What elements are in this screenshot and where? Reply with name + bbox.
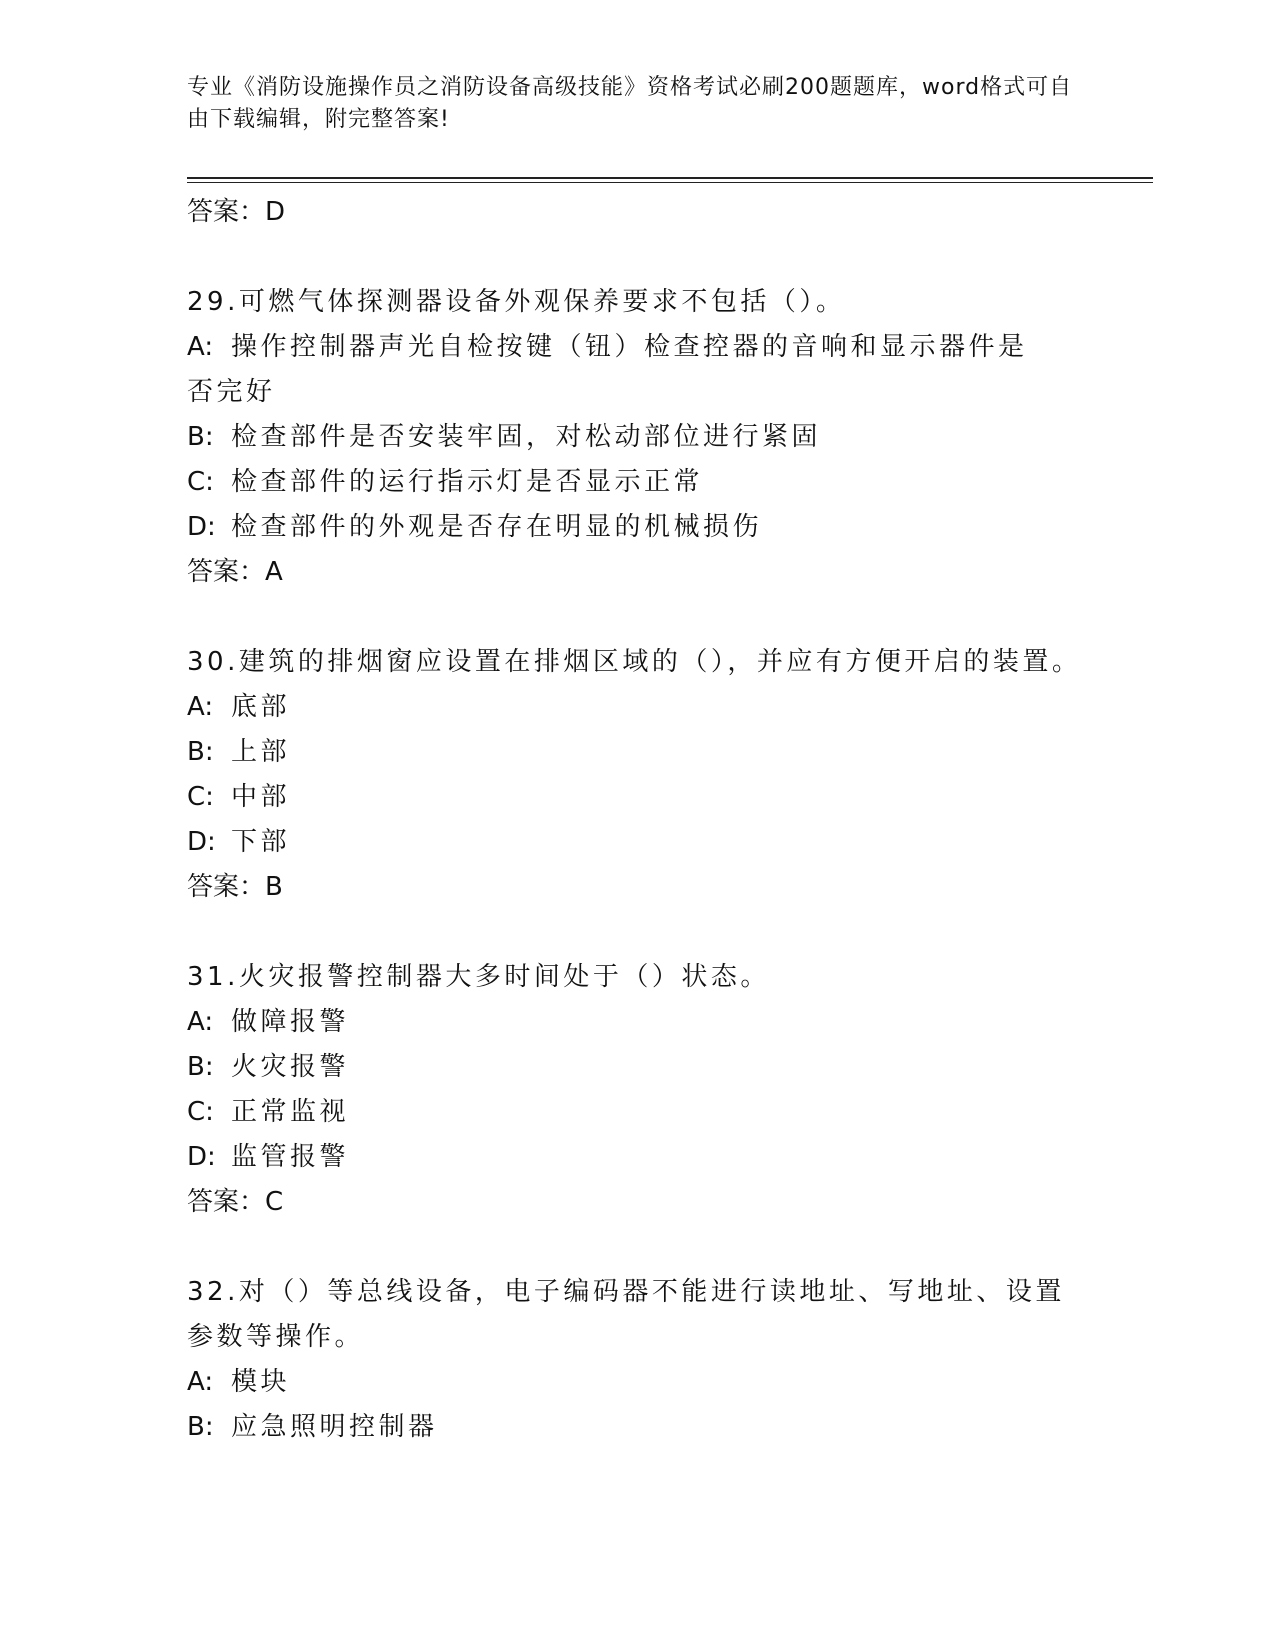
header-divider-thin bbox=[187, 182, 1153, 183]
answer-line: 答案：A bbox=[187, 557, 283, 587]
question-block bbox=[187, 1270, 1087, 1450]
question-block bbox=[187, 640, 1087, 909]
option-label: B: bbox=[187, 422, 214, 452]
header-divider bbox=[187, 177, 1153, 179]
question-stem: 31.火灾报警控制器大多时间处于（）状态。 bbox=[187, 962, 770, 992]
option-label: D: bbox=[187, 512, 216, 542]
option-item bbox=[187, 1360, 1047, 1405]
question-list bbox=[187, 190, 1087, 1450]
option-item bbox=[187, 325, 1047, 415]
option-item bbox=[187, 1045, 1047, 1090]
option-label: A: bbox=[187, 692, 214, 722]
option-item bbox=[187, 685, 1047, 730]
option-text: 正常监视 bbox=[231, 1097, 350, 1127]
option-text: 上部 bbox=[231, 737, 291, 767]
option-label: B: bbox=[187, 1052, 214, 1082]
option-item bbox=[187, 730, 1047, 775]
answer-line: 答案：B bbox=[187, 872, 283, 902]
option-text: 底部 bbox=[231, 692, 291, 722]
option-text: 检查部件的运行指示灯是否显示正常 bbox=[231, 467, 704, 497]
answer-line: 答案：C bbox=[187, 1187, 284, 1217]
option-label: A: bbox=[187, 332, 214, 362]
option-label: C: bbox=[187, 1097, 214, 1127]
option-text: 下部 bbox=[231, 827, 291, 857]
option-item bbox=[187, 415, 1047, 460]
option-item bbox=[187, 460, 1047, 505]
option-item bbox=[187, 505, 1047, 550]
option-label: C: bbox=[187, 782, 214, 812]
option-text: 检查部件是否安装牢固，对松动部位进行紧固 bbox=[231, 422, 822, 452]
option-text: 模块 bbox=[231, 1367, 291, 1397]
option-label: D: bbox=[187, 1142, 216, 1172]
question-stem: 29.可燃气体探测器设备外观保养要求不包括（）。 bbox=[187, 287, 846, 317]
option-label: A: bbox=[187, 1367, 214, 1397]
option-label: D: bbox=[187, 827, 216, 857]
question-stem: 32.对（）等总线设备，电子编码器不能进行读地址、写地址、设置参数等操作。 bbox=[187, 1277, 1065, 1352]
option-item bbox=[187, 775, 1047, 820]
option-label: B: bbox=[187, 737, 214, 767]
option-text: 操作控制器声光自检按键（钮）检查控器的音响和显示器件是否完好 bbox=[187, 332, 1028, 407]
option-text: 检查部件的外观是否存在明显的机械损伤 bbox=[231, 512, 763, 542]
option-item bbox=[187, 1090, 1047, 1135]
document-header: 专业《消防设施操作员之消防设备高级技能》资格考试必刷200题题库，word格式可自由下载编辑，附完整答案! bbox=[187, 75, 1073, 132]
question-block bbox=[187, 280, 1087, 594]
answer-line: 答案：D bbox=[187, 197, 286, 227]
option-item bbox=[187, 1000, 1047, 1045]
option-item bbox=[187, 1135, 1047, 1180]
option-text: 应急照明控制器 bbox=[231, 1412, 438, 1442]
option-label: A: bbox=[187, 1007, 214, 1037]
option-item bbox=[187, 1405, 1047, 1450]
question-stem: 30.建筑的排烟窗应设置在排烟区域的（），并应有方便开启的装置。 bbox=[187, 647, 1082, 677]
option-text: 火灾报警 bbox=[231, 1052, 350, 1082]
option-label: C: bbox=[187, 467, 214, 497]
option-text: 做障报警 bbox=[231, 1007, 350, 1037]
option-item bbox=[187, 820, 1047, 865]
option-text: 中部 bbox=[231, 782, 291, 812]
question-block bbox=[187, 955, 1087, 1224]
option-label: B: bbox=[187, 1412, 214, 1442]
option-text: 监管报警 bbox=[231, 1142, 350, 1172]
